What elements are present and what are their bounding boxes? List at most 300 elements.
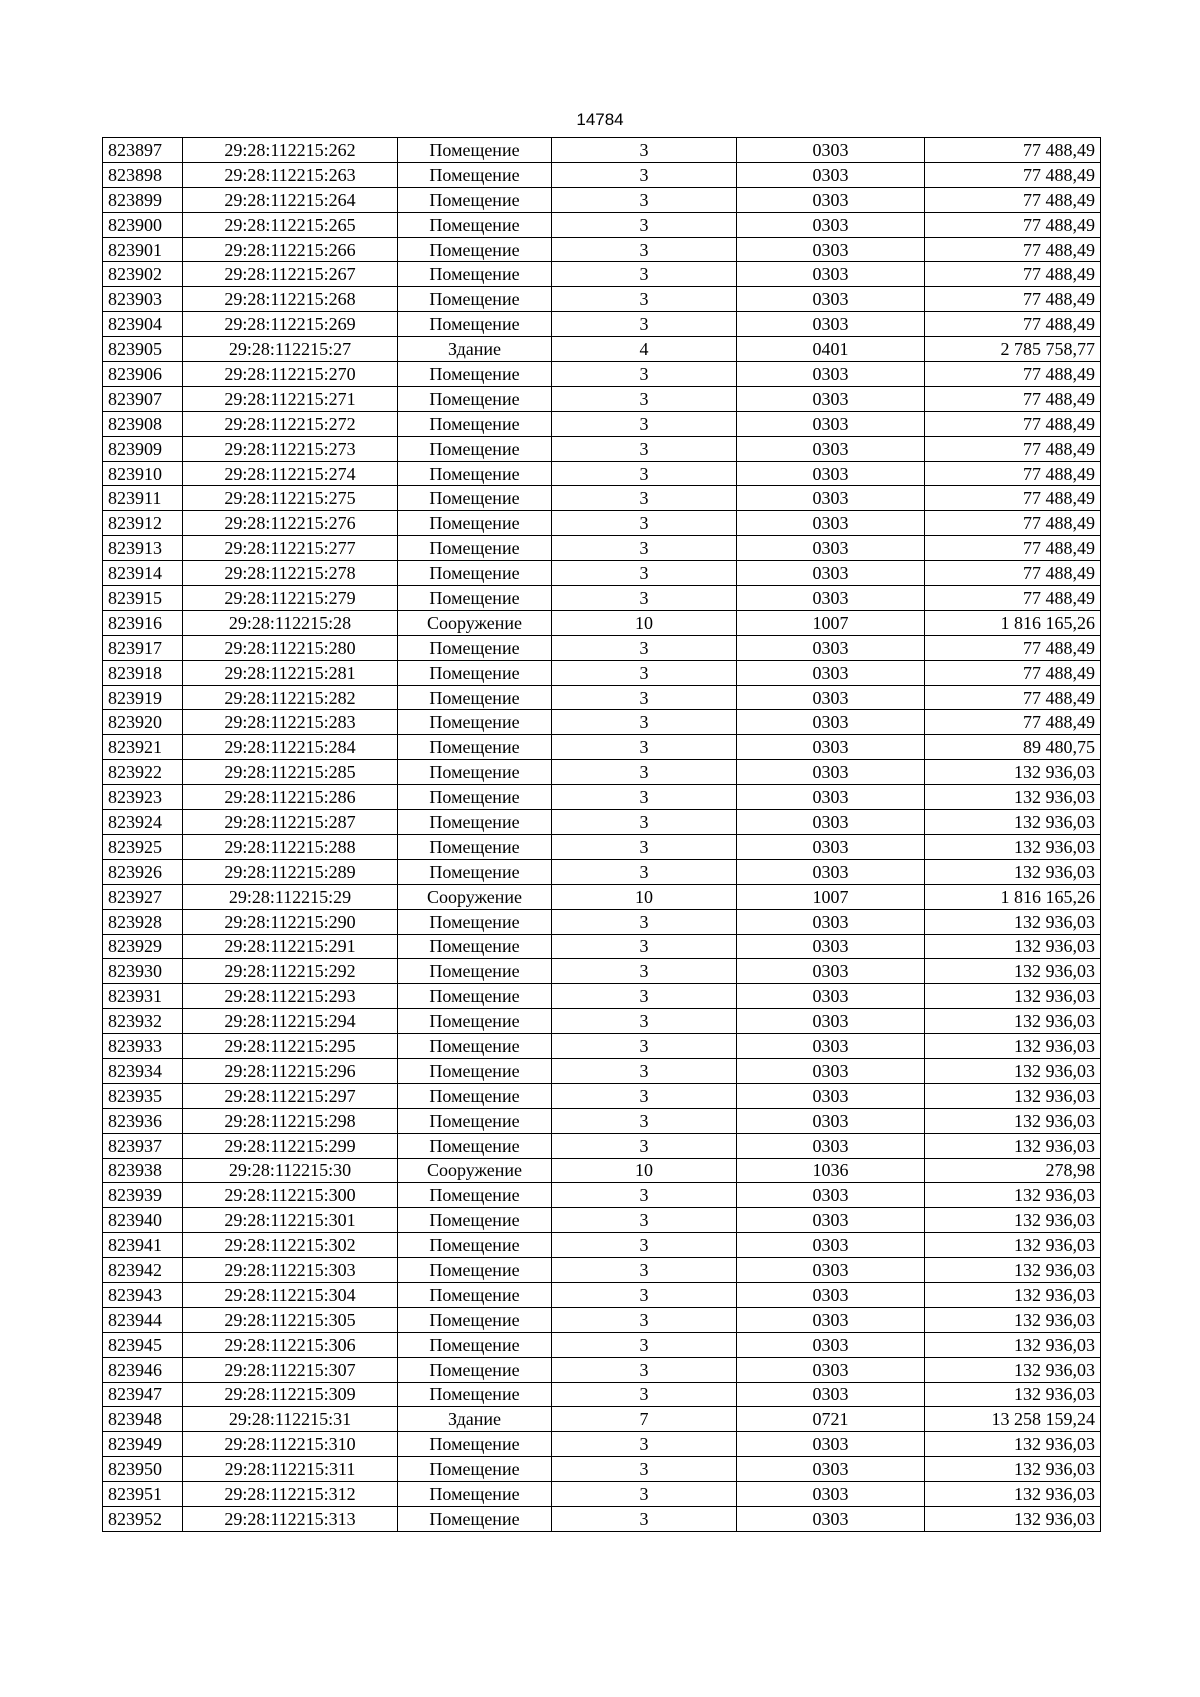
cadastral-value-cell: 132 936,03 xyxy=(925,1133,1101,1158)
group-code-cell: 3 xyxy=(552,834,737,859)
group-code-cell: 10 xyxy=(552,884,737,909)
cadastral-value-cell: 132 936,03 xyxy=(925,785,1101,810)
cadastral-number-cell: 29:28:112215:283 xyxy=(183,710,398,735)
object-type-cell: Помещение xyxy=(398,511,552,536)
cadastral-value-cell: 132 936,03 xyxy=(925,1307,1101,1332)
table-row xyxy=(103,511,1101,536)
cadastral-number-cell: 29:28:112215:288 xyxy=(183,834,398,859)
cadastral-number-cell: 29:28:112215:278 xyxy=(183,561,398,586)
cadastral-value-cell: 77 488,49 xyxy=(925,586,1101,611)
group-code-cell: 3 xyxy=(552,1357,737,1382)
table-row xyxy=(103,1382,1101,1407)
subgroup-code-cell: 0303 xyxy=(737,1357,925,1382)
cadastral-value-cell: 77 488,49 xyxy=(925,212,1101,237)
table-row xyxy=(103,411,1101,436)
group-code-cell: 3 xyxy=(552,386,737,411)
cadastral-number-cell: 29:28:112215:307 xyxy=(183,1357,398,1382)
table-row xyxy=(103,262,1101,287)
group-code-cell: 3 xyxy=(552,561,737,586)
cadastral-value-cell: 132 936,03 xyxy=(925,1258,1101,1283)
table-row xyxy=(103,486,1101,511)
table-row xyxy=(103,1083,1101,1108)
subgroup-code-cell: 0303 xyxy=(737,1083,925,1108)
cadastral-number-cell: 29:28:112215:290 xyxy=(183,909,398,934)
table-row xyxy=(103,660,1101,685)
table-row xyxy=(103,1009,1101,1034)
object-type-cell: Помещение xyxy=(398,262,552,287)
table-row xyxy=(103,312,1101,337)
cadastral-number-cell: 29:28:112215:286 xyxy=(183,785,398,810)
group-code-cell: 4 xyxy=(552,337,737,362)
cadastral-number-cell: 29:28:112215:265 xyxy=(183,212,398,237)
cadastral-value-cell: 77 488,49 xyxy=(925,685,1101,710)
cadastral-number-cell: 29:28:112215:269 xyxy=(183,312,398,337)
cadastral-number-cell: 29:28:112215:268 xyxy=(183,287,398,312)
subgroup-code-cell: 0303 xyxy=(737,760,925,785)
cadastral-value-cell: 77 488,49 xyxy=(925,710,1101,735)
row-number-cell: 823904 xyxy=(103,312,183,337)
object-type-cell: Помещение xyxy=(398,685,552,710)
group-code-cell: 3 xyxy=(552,984,737,1009)
cadastral-number-cell: 29:28:112215:264 xyxy=(183,187,398,212)
cadastral-number-cell: 29:28:112215:306 xyxy=(183,1332,398,1357)
table-row xyxy=(103,461,1101,486)
subgroup-code-cell: 0303 xyxy=(737,586,925,611)
table-row xyxy=(103,362,1101,387)
cadastral-number-cell: 29:28:112215:272 xyxy=(183,411,398,436)
cadastral-number-cell: 29:28:112215:311 xyxy=(183,1457,398,1482)
table-row xyxy=(103,710,1101,735)
table-row xyxy=(103,1108,1101,1133)
table-row xyxy=(103,287,1101,312)
subgroup-code-cell: 0303 xyxy=(737,1133,925,1158)
table-row xyxy=(103,237,1101,262)
cadastral-number-cell: 29:28:112215:289 xyxy=(183,859,398,884)
row-number-cell: 823898 xyxy=(103,162,183,187)
table-row xyxy=(103,212,1101,237)
subgroup-code-cell: 0303 xyxy=(737,362,925,387)
group-code-cell: 3 xyxy=(552,1307,737,1332)
cadastral-number-cell: 29:28:112215:280 xyxy=(183,635,398,660)
row-number-cell: 823902 xyxy=(103,262,183,287)
row-number-cell: 823923 xyxy=(103,785,183,810)
cadastral-number-cell: 29:28:112215:304 xyxy=(183,1282,398,1307)
object-type-cell: Сооружение xyxy=(398,610,552,635)
object-type-cell: Помещение xyxy=(398,1482,552,1507)
group-code-cell: 3 xyxy=(552,760,737,785)
cadastral-number-cell: 29:28:112215:312 xyxy=(183,1482,398,1507)
group-code-cell: 3 xyxy=(552,262,737,287)
cadastral-value-cell: 132 936,03 xyxy=(925,1108,1101,1133)
group-code-cell: 3 xyxy=(552,138,737,163)
row-number-cell: 823908 xyxy=(103,411,183,436)
subgroup-code-cell: 0303 xyxy=(737,212,925,237)
subgroup-code-cell: 0303 xyxy=(737,810,925,835)
cadastral-number-cell: 29:28:112215:302 xyxy=(183,1233,398,1258)
subgroup-code-cell: 0303 xyxy=(737,237,925,262)
object-type-cell: Помещение xyxy=(398,362,552,387)
group-code-cell: 3 xyxy=(552,1482,737,1507)
cadastral-number-cell: 29:28:112215:297 xyxy=(183,1083,398,1108)
table-row xyxy=(103,1332,1101,1357)
row-number-cell: 823931 xyxy=(103,984,183,1009)
object-type-cell: Помещение xyxy=(398,660,552,685)
table-row xyxy=(103,1233,1101,1258)
group-code-cell: 3 xyxy=(552,934,737,959)
subgroup-code-cell: 0303 xyxy=(737,187,925,212)
row-number-cell: 823903 xyxy=(103,287,183,312)
group-code-cell: 3 xyxy=(552,1009,737,1034)
table-row xyxy=(103,162,1101,187)
row-number-cell: 823897 xyxy=(103,138,183,163)
cadastral-value-cell: 89 480,75 xyxy=(925,735,1101,760)
object-type-cell: Помещение xyxy=(398,237,552,262)
cadastral-value-cell: 132 936,03 xyxy=(925,760,1101,785)
subgroup-code-cell: 0303 xyxy=(737,1432,925,1457)
cadastral-number-cell: 29:28:112215:266 xyxy=(183,237,398,262)
row-number-cell: 823951 xyxy=(103,1482,183,1507)
object-type-cell: Помещение xyxy=(398,984,552,1009)
cadastral-number-cell: 29:28:112215:276 xyxy=(183,511,398,536)
row-number-cell: 823927 xyxy=(103,884,183,909)
group-code-cell: 3 xyxy=(552,1034,737,1059)
cadastral-value-cell: 132 936,03 xyxy=(925,859,1101,884)
row-number-cell: 823907 xyxy=(103,386,183,411)
table-row xyxy=(103,1034,1101,1059)
page-number: 14784 xyxy=(576,110,624,129)
cadastral-value-cell: 132 936,03 xyxy=(925,1382,1101,1407)
row-number-cell: 823934 xyxy=(103,1058,183,1083)
cadastral-number-cell: 29:28:112215:296 xyxy=(183,1058,398,1083)
cadastral-value-cell: 132 936,03 xyxy=(925,1233,1101,1258)
object-type-cell: Помещение xyxy=(398,909,552,934)
object-type-cell: Помещение xyxy=(398,561,552,586)
group-code-cell: 7 xyxy=(552,1407,737,1432)
object-type-cell: Здание xyxy=(398,337,552,362)
cadastral-value-cell: 77 488,49 xyxy=(925,411,1101,436)
subgroup-code-cell: 0303 xyxy=(737,909,925,934)
object-type-cell: Помещение xyxy=(398,1034,552,1059)
object-type-cell: Помещение xyxy=(398,1208,552,1233)
subgroup-code-cell: 0303 xyxy=(737,710,925,735)
group-code-cell: 3 xyxy=(552,1282,737,1307)
subgroup-code-cell: 0303 xyxy=(737,1382,925,1407)
subgroup-code-cell: 0303 xyxy=(737,635,925,660)
cadastral-value-cell: 2 785 758,77 xyxy=(925,337,1101,362)
cadastral-value-cell: 1 816 165,26 xyxy=(925,610,1101,635)
cadastral-number-cell: 29:28:112215:282 xyxy=(183,685,398,710)
object-type-cell: Помещение xyxy=(398,411,552,436)
cadastral-value-cell: 77 488,49 xyxy=(925,386,1101,411)
cadastral-value-cell: 77 488,49 xyxy=(925,436,1101,461)
group-code-cell: 3 xyxy=(552,785,737,810)
subgroup-code-cell: 0303 xyxy=(737,1457,925,1482)
subgroup-code-cell: 0303 xyxy=(737,1108,925,1133)
subgroup-code-cell: 0303 xyxy=(737,959,925,984)
group-code-cell: 3 xyxy=(552,710,737,735)
subgroup-code-cell: 0303 xyxy=(737,1058,925,1083)
table-row xyxy=(103,1432,1101,1457)
row-number-cell: 823925 xyxy=(103,834,183,859)
row-number-cell: 823900 xyxy=(103,212,183,237)
cadastral-value-cell: 132 936,03 xyxy=(925,1357,1101,1382)
cadastral-value-cell: 77 488,49 xyxy=(925,138,1101,163)
row-number-cell: 823930 xyxy=(103,959,183,984)
subgroup-code-cell: 0303 xyxy=(737,162,925,187)
group-code-cell: 3 xyxy=(552,1058,737,1083)
object-type-cell: Помещение xyxy=(398,1332,552,1357)
object-type-cell: Помещение xyxy=(398,1357,552,1382)
object-type-cell: Сооружение xyxy=(398,1158,552,1183)
row-number-cell: 823944 xyxy=(103,1307,183,1332)
object-type-cell: Помещение xyxy=(398,635,552,660)
row-number-cell: 823932 xyxy=(103,1009,183,1034)
cadastral-value-cell: 132 936,03 xyxy=(925,1009,1101,1034)
group-code-cell: 3 xyxy=(552,1382,737,1407)
group-code-cell: 3 xyxy=(552,237,737,262)
table-row xyxy=(103,735,1101,760)
object-type-cell: Помещение xyxy=(398,386,552,411)
group-code-cell: 3 xyxy=(552,511,737,536)
cadastral-number-cell: 29:28:112215:273 xyxy=(183,436,398,461)
cadastral-value-cell: 132 936,03 xyxy=(925,1482,1101,1507)
cadastral-number-cell: 29:28:112215:299 xyxy=(183,1133,398,1158)
table-row xyxy=(103,884,1101,909)
cadastral-number-cell: 29:28:112215:275 xyxy=(183,486,398,511)
table-row xyxy=(103,586,1101,611)
cadastral-number-cell: 29:28:112215:310 xyxy=(183,1432,398,1457)
cadastral-value-cell: 77 488,49 xyxy=(925,660,1101,685)
row-number-cell: 823911 xyxy=(103,486,183,511)
row-number-cell: 823946 xyxy=(103,1357,183,1382)
object-type-cell: Помещение xyxy=(398,1307,552,1332)
row-number-cell: 823906 xyxy=(103,362,183,387)
row-number-cell: 823952 xyxy=(103,1506,183,1531)
object-type-cell: Помещение xyxy=(398,287,552,312)
object-type-cell: Помещение xyxy=(398,1432,552,1457)
object-type-cell: Помещение xyxy=(398,312,552,337)
cadastral-value-cell: 132 936,03 xyxy=(925,934,1101,959)
subgroup-code-cell: 0303 xyxy=(737,1307,925,1332)
subgroup-code-cell: 0303 xyxy=(737,461,925,486)
cadastral-value-cell: 132 936,03 xyxy=(925,984,1101,1009)
cadastral-number-cell: 29:28:112215:293 xyxy=(183,984,398,1009)
cadastral-number-cell: 29:28:112215:301 xyxy=(183,1208,398,1233)
registry-table-body xyxy=(103,138,1101,1532)
group-code-cell: 3 xyxy=(552,486,737,511)
object-type-cell: Помещение xyxy=(398,760,552,785)
cadastral-number-cell: 29:28:112215:28 xyxy=(183,610,398,635)
object-type-cell: Помещение xyxy=(398,187,552,212)
object-type-cell: Помещение xyxy=(398,810,552,835)
group-code-cell: 3 xyxy=(552,411,737,436)
row-number-cell: 823910 xyxy=(103,461,183,486)
cadastral-value-cell: 132 936,03 xyxy=(925,909,1101,934)
group-code-cell: 3 xyxy=(552,660,737,685)
row-number-cell: 823947 xyxy=(103,1382,183,1407)
row-number-cell: 823913 xyxy=(103,536,183,561)
group-code-cell: 3 xyxy=(552,1183,737,1208)
object-type-cell: Помещение xyxy=(398,1233,552,1258)
row-number-cell: 823928 xyxy=(103,909,183,934)
subgroup-code-cell: 1007 xyxy=(737,884,925,909)
table-row xyxy=(103,1158,1101,1183)
subgroup-code-cell: 0303 xyxy=(737,1332,925,1357)
table-row xyxy=(103,685,1101,710)
cadastral-number-cell: 29:28:112215:313 xyxy=(183,1506,398,1531)
group-code-cell: 3 xyxy=(552,1457,737,1482)
table-row xyxy=(103,760,1101,785)
cadastral-number-cell: 29:28:112215:284 xyxy=(183,735,398,760)
table-row xyxy=(103,635,1101,660)
object-type-cell: Помещение xyxy=(398,1506,552,1531)
object-type-cell: Помещение xyxy=(398,710,552,735)
group-code-cell: 3 xyxy=(552,536,737,561)
cadastral-value-cell: 77 488,49 xyxy=(925,312,1101,337)
object-type-cell: Помещение xyxy=(398,1108,552,1133)
row-number-cell: 823922 xyxy=(103,760,183,785)
cadastral-value-cell: 77 488,49 xyxy=(925,287,1101,312)
cadastral-number-cell: 29:28:112215:291 xyxy=(183,934,398,959)
row-number-cell: 823924 xyxy=(103,810,183,835)
cadastral-number-cell: 29:28:112215:305 xyxy=(183,1307,398,1332)
row-number-cell: 823899 xyxy=(103,187,183,212)
cadastral-value-cell: 132 936,03 xyxy=(925,959,1101,984)
row-number-cell: 823937 xyxy=(103,1133,183,1158)
subgroup-code-cell: 0303 xyxy=(737,934,925,959)
row-number-cell: 823942 xyxy=(103,1258,183,1283)
group-code-cell: 3 xyxy=(552,1332,737,1357)
cadastral-number-cell: 29:28:112215:274 xyxy=(183,461,398,486)
registry-table xyxy=(102,137,1101,1532)
object-type-cell: Сооружение xyxy=(398,884,552,909)
group-code-cell: 3 xyxy=(552,187,737,212)
subgroup-code-cell: 0303 xyxy=(737,785,925,810)
subgroup-code-cell: 0303 xyxy=(737,1183,925,1208)
row-number-cell: 823950 xyxy=(103,1457,183,1482)
row-number-cell: 823914 xyxy=(103,561,183,586)
object-type-cell: Помещение xyxy=(398,834,552,859)
object-type-cell: Помещение xyxy=(398,1457,552,1482)
cadastral-value-cell: 132 936,03 xyxy=(925,1083,1101,1108)
cadastral-number-cell: 29:28:112215:303 xyxy=(183,1258,398,1283)
subgroup-code-cell: 0303 xyxy=(737,411,925,436)
table-row xyxy=(103,1307,1101,1332)
table-row xyxy=(103,1058,1101,1083)
object-type-cell: Помещение xyxy=(398,1133,552,1158)
table-row xyxy=(103,1482,1101,1507)
object-type-cell: Помещение xyxy=(398,212,552,237)
cadastral-value-cell: 132 936,03 xyxy=(925,1282,1101,1307)
table-row xyxy=(103,1183,1101,1208)
subgroup-code-cell: 1036 xyxy=(737,1158,925,1183)
subgroup-code-cell: 0303 xyxy=(737,436,925,461)
cadastral-value-cell: 132 936,03 xyxy=(925,1058,1101,1083)
cadastral-number-cell: 29:28:112215:27 xyxy=(183,337,398,362)
subgroup-code-cell: 0401 xyxy=(737,337,925,362)
table-row xyxy=(103,386,1101,411)
object-type-cell: Помещение xyxy=(398,1183,552,1208)
table-row xyxy=(103,1357,1101,1382)
table-row xyxy=(103,1208,1101,1233)
table-row xyxy=(103,436,1101,461)
row-number-cell: 823945 xyxy=(103,1332,183,1357)
group-code-cell: 3 xyxy=(552,1432,737,1457)
cadastral-number-cell: 29:28:112215:294 xyxy=(183,1009,398,1034)
subgroup-code-cell: 0721 xyxy=(737,1407,925,1432)
cadastral-value-cell: 77 488,49 xyxy=(925,461,1101,486)
subgroup-code-cell: 0303 xyxy=(737,1034,925,1059)
subgroup-code-cell: 0303 xyxy=(737,561,925,586)
cadastral-value-cell: 77 488,49 xyxy=(925,486,1101,511)
cadastral-value-cell: 132 936,03 xyxy=(925,1183,1101,1208)
cadastral-value-cell: 77 488,49 xyxy=(925,162,1101,187)
row-number-cell: 823948 xyxy=(103,1407,183,1432)
cadastral-value-cell: 132 936,03 xyxy=(925,834,1101,859)
subgroup-code-cell: 0303 xyxy=(737,984,925,1009)
subgroup-code-cell: 0303 xyxy=(737,386,925,411)
row-number-cell: 823936 xyxy=(103,1108,183,1133)
object-type-cell: Помещение xyxy=(398,436,552,461)
cadastral-number-cell: 29:28:112215:287 xyxy=(183,810,398,835)
row-number-cell: 823916 xyxy=(103,610,183,635)
row-number-cell: 823941 xyxy=(103,1233,183,1258)
cadastral-number-cell: 29:28:112215:30 xyxy=(183,1158,398,1183)
subgroup-code-cell: 0303 xyxy=(737,1208,925,1233)
cadastral-value-cell: 132 936,03 xyxy=(925,1034,1101,1059)
object-type-cell: Здание xyxy=(398,1407,552,1432)
cadastral-value-cell: 77 488,49 xyxy=(925,635,1101,660)
subgroup-code-cell: 0303 xyxy=(737,1282,925,1307)
subgroup-code-cell: 0303 xyxy=(737,312,925,337)
cadastral-number-cell: 29:28:112215:263 xyxy=(183,162,398,187)
row-number-cell: 823912 xyxy=(103,511,183,536)
table-row xyxy=(103,909,1101,934)
row-number-cell: 823919 xyxy=(103,685,183,710)
object-type-cell: Помещение xyxy=(398,1083,552,1108)
cadastral-number-cell: 29:28:112215:279 xyxy=(183,586,398,611)
table-row xyxy=(103,138,1101,163)
table-row xyxy=(103,834,1101,859)
group-code-cell: 3 xyxy=(552,362,737,387)
subgroup-code-cell: 0303 xyxy=(737,1233,925,1258)
subgroup-code-cell: 0303 xyxy=(737,1482,925,1507)
row-number-cell: 823918 xyxy=(103,660,183,685)
subgroup-code-cell: 0303 xyxy=(737,536,925,561)
group-code-cell: 3 xyxy=(552,959,737,984)
cadastral-number-cell: 29:28:112215:267 xyxy=(183,262,398,287)
group-code-cell: 3 xyxy=(552,1258,737,1283)
cadastral-value-cell: 77 488,49 xyxy=(925,511,1101,536)
cadastral-value-cell: 132 936,03 xyxy=(925,1432,1101,1457)
group-code-cell: 3 xyxy=(552,436,737,461)
cadastral-value-cell: 278,98 xyxy=(925,1158,1101,1183)
table-row xyxy=(103,785,1101,810)
object-type-cell: Помещение xyxy=(398,138,552,163)
group-code-cell: 10 xyxy=(552,610,737,635)
group-code-cell: 3 xyxy=(552,1083,737,1108)
cadastral-number-cell: 29:28:112215:300 xyxy=(183,1183,398,1208)
object-type-cell: Помещение xyxy=(398,1009,552,1034)
group-code-cell: 3 xyxy=(552,586,737,611)
subgroup-code-cell: 0303 xyxy=(737,287,925,312)
table-row xyxy=(103,561,1101,586)
cadastral-value-cell: 132 936,03 xyxy=(925,1457,1101,1482)
cadastral-number-cell: 29:28:112215:29 xyxy=(183,884,398,909)
object-type-cell: Помещение xyxy=(398,586,552,611)
subgroup-code-cell: 0303 xyxy=(737,685,925,710)
object-type-cell: Помещение xyxy=(398,461,552,486)
